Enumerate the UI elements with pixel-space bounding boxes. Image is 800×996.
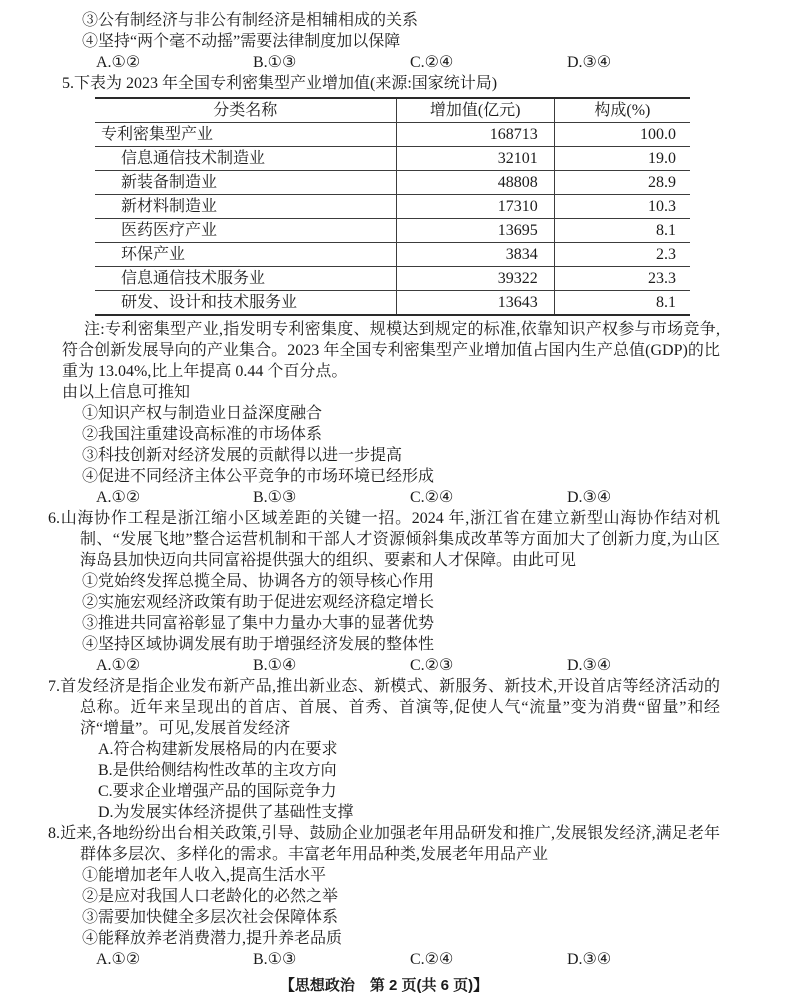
cell-category: 新材料制造业 xyxy=(95,195,396,219)
cell-category: 研发、设计和技术服务业 xyxy=(95,291,396,316)
q5-statement-3: ③科技创新对经济发展的贡献得以进一步提高 xyxy=(82,447,403,464)
table-row xyxy=(95,243,690,267)
table-row xyxy=(95,267,690,291)
q4-statement-3: ③公有制经济与非公有制经济是相辅相成的关系 xyxy=(82,12,419,29)
q7-option-b: B.是供给侧结构性改革的主攻方向 xyxy=(98,762,337,779)
q5-data-table xyxy=(95,97,690,316)
q6-answer-c: C.②③ xyxy=(410,657,454,674)
cell-value: 13643 xyxy=(396,291,554,316)
q8-stem-text: 近来,各地纷纷出台相关政策,引导、鼓励企业加强老年用品研发和推广,发展银发经济,满足老年群体多层次、多样化的需求。丰富老年用品种类,发展老年用品产业 xyxy=(60,825,720,863)
cell-share: 28.9 xyxy=(554,171,690,195)
cell-category: 医药医疗产业 xyxy=(95,219,396,243)
q8-statement-2: ②是应对我国人口老龄化的必然之举 xyxy=(82,888,339,905)
q5-answer-b: B.①③ xyxy=(253,489,297,506)
q6-answer-a: A.①② xyxy=(96,657,141,674)
table-row xyxy=(95,195,690,219)
q6-statement-2: ②实施宏观经济政策有助于促进宏观经济稳定增长 xyxy=(82,594,435,611)
cell-share: 8.1 xyxy=(554,219,690,243)
q5-statement-1: ①知识产权与制造业日益深度融合 xyxy=(82,405,323,422)
q8-answer-row xyxy=(96,949,720,970)
cell-value: 32101 xyxy=(396,147,554,171)
table-header-value: 增加值(亿元) xyxy=(396,98,554,123)
table-header-share: 构成(%) xyxy=(554,98,690,123)
cell-category: 信息通信技术制造业 xyxy=(95,147,396,171)
cell-share: 23.3 xyxy=(554,267,690,291)
q4-answer-a: A.①② xyxy=(96,54,141,71)
q8-answer-a: A.①② xyxy=(96,951,141,968)
q4-statement-4: ④坚持“两个毫不动摇”需要法律制度加以保障 xyxy=(82,33,401,50)
cell-share: 2.3 xyxy=(554,243,690,267)
cell-category: 新装备制造业 xyxy=(95,171,396,195)
q8-statement-4: ④能释放养老消费潜力,提升养老品质 xyxy=(82,930,343,947)
cell-category: 信息通信技术服务业 xyxy=(95,267,396,291)
cell-value: 39322 xyxy=(396,267,554,291)
q7-option-c: C.要求企业增强产品的国际竞争力 xyxy=(98,783,337,800)
cell-value: 168713 xyxy=(396,123,554,147)
q8-statement-3: ③需要加快健全多层次社会保障体系 xyxy=(82,909,339,926)
q8-answer-c: C.②④ xyxy=(410,951,454,968)
q7-number: 7. xyxy=(48,678,60,695)
table-row xyxy=(95,219,690,243)
q8-statement-1: ①能增加老年人收入,提高生活水平 xyxy=(82,867,327,884)
q8-answer-d: D.③④ xyxy=(567,951,612,968)
q6-answer-row xyxy=(96,655,720,676)
q7-option-d: D.为发展实体经济提供了基础性支撑 xyxy=(98,804,354,821)
q4-answer-b: B.①③ xyxy=(253,54,297,71)
table-header-row xyxy=(95,98,690,123)
q5-stem-text: 下表为 2023 年全国专利密集型产业增加值(来源:国家统计局) xyxy=(74,75,498,92)
cell-value: 48808 xyxy=(396,171,554,195)
q5-number: 5. xyxy=(62,75,74,92)
q4-answer-d: D.③④ xyxy=(567,54,612,71)
q5-lead-in: 由以上信息可推知 xyxy=(62,384,191,401)
cell-category: 专利密集型产业 xyxy=(95,123,396,147)
q5-answer-row xyxy=(96,487,720,508)
q5-stem xyxy=(62,73,726,94)
q6-number: 6. xyxy=(48,510,60,527)
cell-share: 10.3 xyxy=(554,195,690,219)
q6-stem-text: 山海协作工程是浙江缩小区域差距的关键一招。2024 年,浙江省在建立新型山海协作结对机制、“发展飞地”整合运营机制和干部人才资源倾斜集成改革等方面加大了创新力度,为山区海岛县加快迈向共同富裕提供强大的组织、要素和人才保障。由此可见 xyxy=(60,510,720,569)
page-footer: 【思想政治 第 2 页(共 6 页)】 xyxy=(279,977,489,994)
q6-statement-3: ③推进共同富裕彰显了集中力量办大事的显著优势 xyxy=(82,615,435,632)
q5-answer-a: A.①② xyxy=(96,489,141,506)
q4-answer-row xyxy=(96,52,720,73)
cell-share: 19.0 xyxy=(554,147,690,171)
table-header-category: 分类名称 xyxy=(95,98,396,123)
table-row xyxy=(95,147,690,171)
q5-statement-4: ④促进不同经济主体公平竞争的市场环境已经形成 xyxy=(82,468,435,485)
table-row xyxy=(95,291,690,316)
table-row xyxy=(95,123,690,147)
cell-value: 13695 xyxy=(396,219,554,243)
q4-answer-c: C.②④ xyxy=(410,54,454,71)
q7-stem xyxy=(48,676,720,739)
cell-category: 环保产业 xyxy=(95,243,396,267)
cell-share: 100.0 xyxy=(554,123,690,147)
q6-answer-b: B.①④ xyxy=(253,657,297,674)
table-row xyxy=(95,171,690,195)
q8-answer-b: B.①③ xyxy=(253,951,297,968)
q5-table-note: 注:专利密集型产业,指发明专利密集度、规模达到规定的标准,依靠知识产权参与市场竞争,符合创新发展导向的产业集合。2023 年全国专利密集型产业增加值占国内生产总值(GDP)的比重为 13.04%,比上年提高 0.44 个百分点。 xyxy=(62,321,720,380)
q6-statement-1: ①党始终发挥总揽全局、协调各方的领导核心作用 xyxy=(82,573,435,590)
q5-answer-d: D.③④ xyxy=(567,489,612,506)
q5-statement-2: ②我国注重建设高标准的市场体系 xyxy=(82,426,323,443)
q8-stem xyxy=(48,823,720,865)
cell-value: 3834 xyxy=(396,243,554,267)
q6-statement-4: ④坚持区域协调发展有助于增强经济发展的整体性 xyxy=(82,636,435,653)
cell-value: 17310 xyxy=(396,195,554,219)
q6-answer-d: D.③④ xyxy=(567,657,612,674)
q8-number: 8. xyxy=(48,825,60,842)
q7-stem-text: 首发经济是指企业发布新产品,推出新业态、新模式、新服务、新技术,开设首店等经济活动的总称。近年来呈现出的首店、首展、首秀、首演等,促使人气“流量”变为消费“留量”和经济“增量”。可见,发展首发经济 xyxy=(60,678,720,737)
q5-answer-c: C.②④ xyxy=(410,489,454,506)
q7-option-a: A.符合构建新发展格局的内在要求 xyxy=(98,741,338,758)
q6-stem xyxy=(48,508,720,571)
cell-share: 8.1 xyxy=(554,291,690,316)
